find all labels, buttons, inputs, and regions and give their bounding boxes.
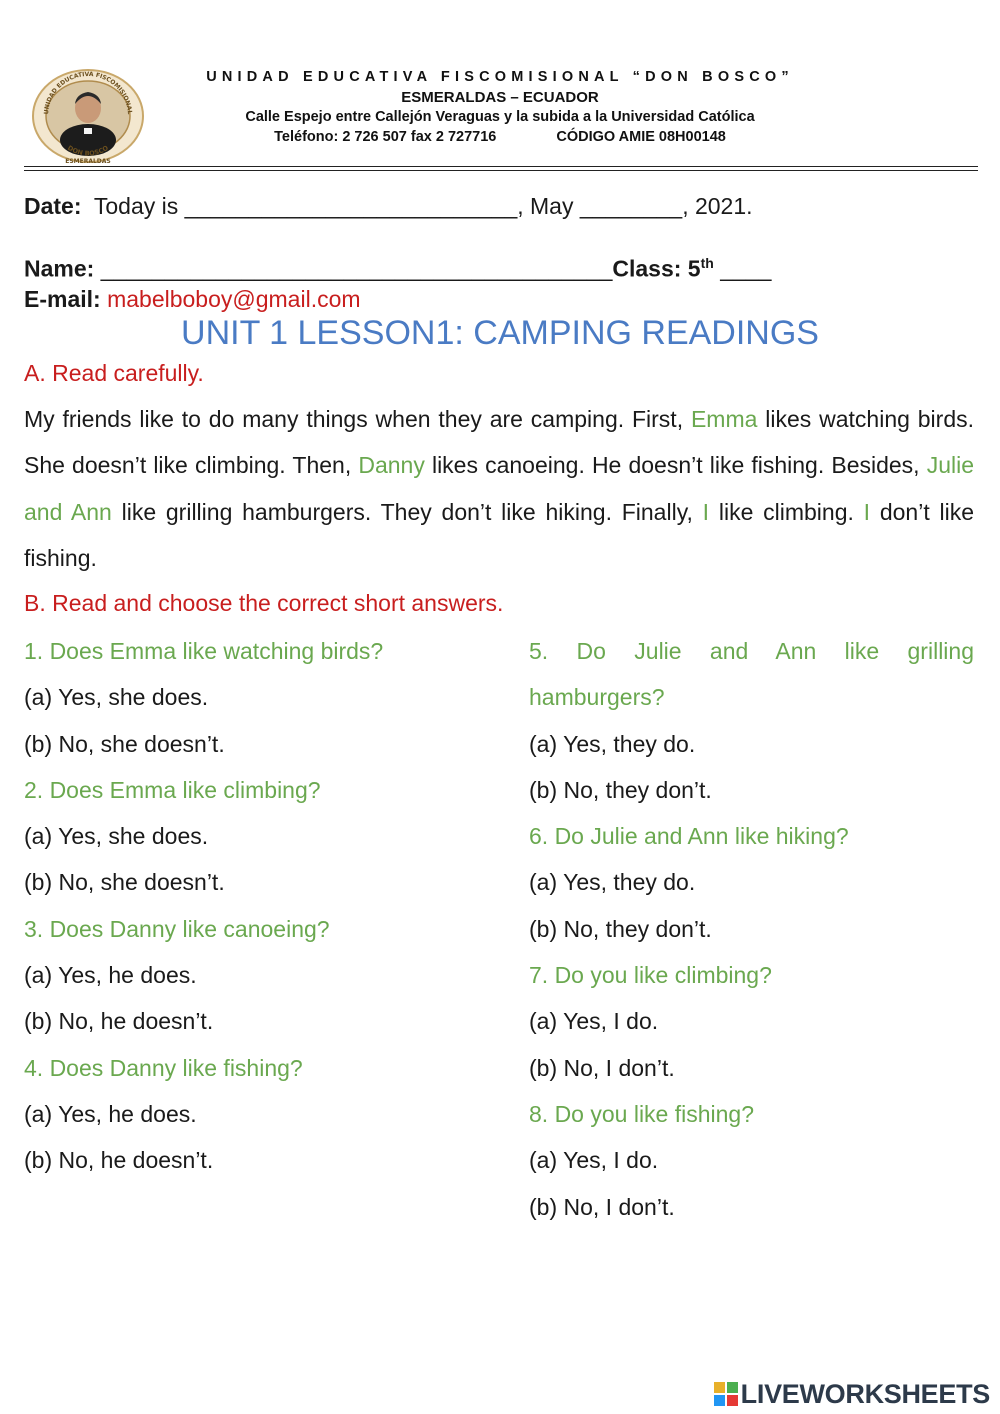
reading-part-1: My friends like to do many things when they are camping. First, (24, 406, 684, 432)
class-label: Class: 5 (612, 255, 701, 282)
school-name: UNIDAD EDUCATIVA FISCOMISIONAL “DON BOSCO” (206, 69, 794, 85)
answer-4b[interactable]: (b) No, he doesn’t. (24, 1147, 214, 1174)
answer-4a[interactable]: (a) Yes, he does. (24, 1100, 197, 1127)
brand-name: LIVEWORKSHEETS (740, 1378, 990, 1409)
header-rule-top (24, 166, 978, 167)
answer-3b[interactable]: (b) No, he doesn’t. (24, 1008, 214, 1035)
answer-2a[interactable]: (a) Yes, she does. (24, 823, 209, 850)
phone-number: Teléfono: 2 726 507 fax 2 727716 (274, 129, 497, 145)
liveworksheets-logo-icon (714, 1382, 738, 1406)
question-3: 3. Does Danny like canoeing? (24, 915, 330, 942)
answer-2b[interactable]: (b) No, she doesn’t. (24, 869, 225, 896)
answer-5a[interactable]: (a) Yes, they do. (529, 730, 696, 757)
questions-left-column (24, 628, 484, 1184)
email-label: E-mail: (24, 286, 101, 312)
answer-6b[interactable]: (b) No, they don’t. (529, 915, 712, 942)
svg-text:DON BOSCO: DON BOSCO (66, 143, 110, 158)
name-field[interactable]: ________________________________________ (100, 255, 613, 282)
question-5-line-2: hamburgers? (529, 684, 665, 711)
email-value: mabelboboy@gmail.com (107, 286, 361, 312)
header-rule-bottom (24, 170, 978, 171)
school-city: ESMERALDAS – ECUADOR (401, 89, 599, 106)
answer-1b[interactable]: (b) No, she doesn’t. (24, 730, 225, 757)
svg-text:ESMERALDAS: ESMERALDAS (65, 158, 111, 165)
school-phone-line (150, 129, 850, 145)
name-emma: Emma (690, 406, 758, 432)
answer-7b[interactable]: (b) No, I don’t. (529, 1054, 675, 1081)
reading-part-6: don’t like fishing. (24, 498, 975, 572)
name-i-1: I (702, 498, 710, 525)
reading-part-2: likes watching birds. She doesn’t like climbing. Then, (24, 406, 975, 479)
name-danny: Danny (358, 452, 425, 479)
name-julie-ann: Julie and Ann (24, 452, 975, 525)
school-address: Calle Espejo entre Callejón Veraguas y la subida a la Universidad Católica (245, 109, 755, 125)
answer-5b[interactable]: (b) No, they don’t. (529, 776, 712, 803)
question-1: 1. Does Emma like watching birds? (24, 638, 384, 664)
svg-text:UNIDAD EDUCATIVA FISCOMISIONAL: UNIDAD EDUCATIVA FISCOMISIONAL (42, 70, 133, 115)
reading-part-5: like climbing. (718, 498, 854, 525)
answer-3a[interactable]: (a) Yes, he does. (24, 962, 197, 989)
question-6: 6. Do Julie and Ann like hiking? (529, 823, 849, 850)
question-2: 2. Does Emma like climbing? (24, 776, 321, 803)
question-5-line-1: 5. Do Julie and Ann like grilling (529, 638, 974, 664)
name-line (24, 255, 771, 283)
answer-1a[interactable]: (a) Yes, she does. (24, 684, 209, 711)
name-label: Name: (24, 255, 95, 282)
answer-7a[interactable]: (a) Yes, I do. (529, 1008, 659, 1035)
answer-8b[interactable]: (b) No, I don’t. (529, 1193, 675, 1220)
school-logo (30, 66, 146, 166)
reading-part-4: like grilling hamburgers. They don’t like hiking. Finally, (121, 498, 693, 525)
answer-8a[interactable]: (a) Yes, I do. (529, 1147, 659, 1174)
section-a-heading: A. Read carefully. (24, 360, 204, 386)
question-4: 4. Does Danny like fishing? (24, 1054, 303, 1081)
section-b-heading: B. Read and choose the correct short answers. (24, 590, 504, 616)
reading-part-3: likes canoeing. He doesn’t like fishing. Besides, (431, 452, 920, 479)
class-superscript: th (700, 255, 714, 271)
name-i-2: I (863, 498, 871, 525)
reading-text (24, 396, 974, 582)
question-8: 8. Do you like fishing? (529, 1100, 755, 1127)
reading-paragraph (24, 396, 974, 582)
date-label: Date: (24, 193, 82, 219)
question-7: 7. Do you like climbing? (529, 962, 772, 989)
class-field[interactable]: ____ (720, 255, 772, 282)
questions-right-column (529, 628, 974, 1230)
date-field[interactable]: Today is __________________________, May ________, 2021. (93, 193, 753, 219)
page-title: UNIT 1 LESSON1: CAMPING READINGS (181, 314, 819, 352)
answer-6a[interactable]: (a) Yes, they do. (529, 869, 696, 896)
amie-code: CÓDIGO AMIE 08H00148 (556, 129, 726, 145)
date-line (24, 193, 753, 220)
liveworksheets-brand (714, 1374, 990, 1414)
email-line (24, 286, 361, 313)
